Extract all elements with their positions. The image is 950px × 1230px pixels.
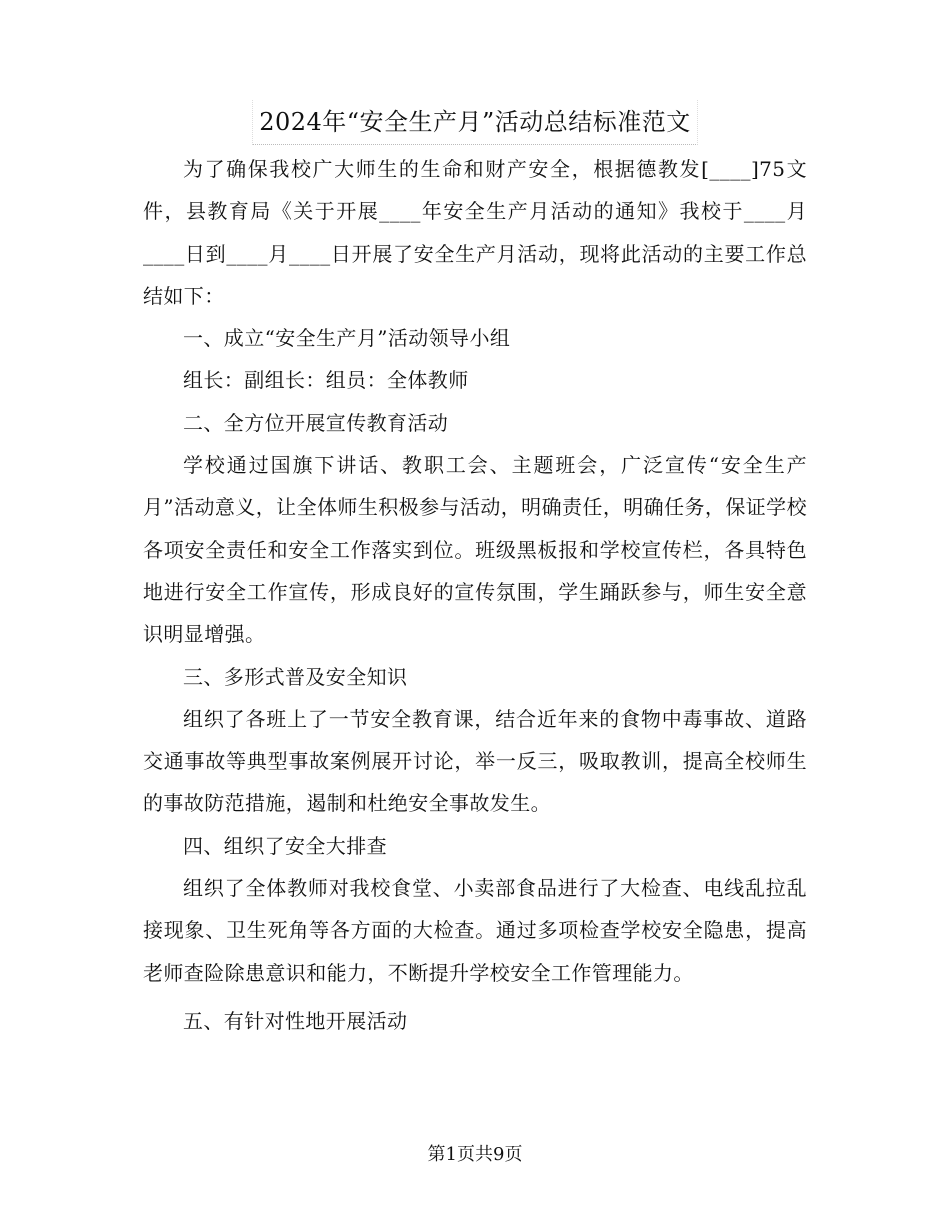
paragraph-publicity: 学校通过国旗下讲话、教职工会、主题班会，广泛宣传“安全生产月”活动意义，让全体师生积极参与活动，明确责任，明确任务，保证学校各项安全责任和安全工作落实到位。班级黑板报和学校宣传栏，各具特色地进行安全工作宣传，形成良好的宣传氛围，学生踊跃参与，师生安全意识明显增强。 bbox=[143, 453, 807, 647]
paragraph-education: 组织了各班上了一节安全教育课，结合近年来的食物中毒事故、道路交通事故等典型事故案例展开讨论，举一反三，吸取教训，提高全校师生的事故防范措施，遏制和杜绝安全事故发生。 bbox=[143, 706, 807, 816]
page-footer bbox=[0, 1140, 950, 1170]
paragraph-inspection: 组织了全体教师对我校食堂、小卖部食品进行了大检查、电线乱拉乱接现象、卫生死角等各方面的大检查。通过多项检查学校安全隐患，提高老师查险除患意识和能力，不断提升学校安全工作管理能力。 bbox=[143, 876, 807, 985]
page-number: 第1页共9页 bbox=[427, 1144, 523, 1165]
heading-section-5: 五、有针对性地开展活动 bbox=[183, 1008, 408, 1033]
document-title-block bbox=[0, 100, 950, 145]
heading-section-2: 二、全方位开展宣传教育活动 bbox=[183, 410, 449, 435]
document-body bbox=[143, 148, 807, 1042]
heading-section-1: 一、成立“安全生产月”活动领导小组 bbox=[183, 326, 511, 351]
paragraph-members: 组长：副组长：组员：全体教师 bbox=[183, 368, 469, 393]
heading-section-4: 四、组织了安全大排查 bbox=[183, 833, 387, 858]
paragraph-intro: 为了确保我校广大师生的生命和财产安全，根据德教发[____]75文件，县教育局《关于开展____年安全生产月活动的通知》我校于____月____日到____月____日开展了安全生产月活动，现将此活动的主要工作总结如下： bbox=[143, 157, 807, 308]
heading-section-3: 三、多形式普及安全知识 bbox=[183, 664, 408, 689]
document-title: 2024年“安全生产月”活动总结标准范文 bbox=[252, 100, 698, 145]
